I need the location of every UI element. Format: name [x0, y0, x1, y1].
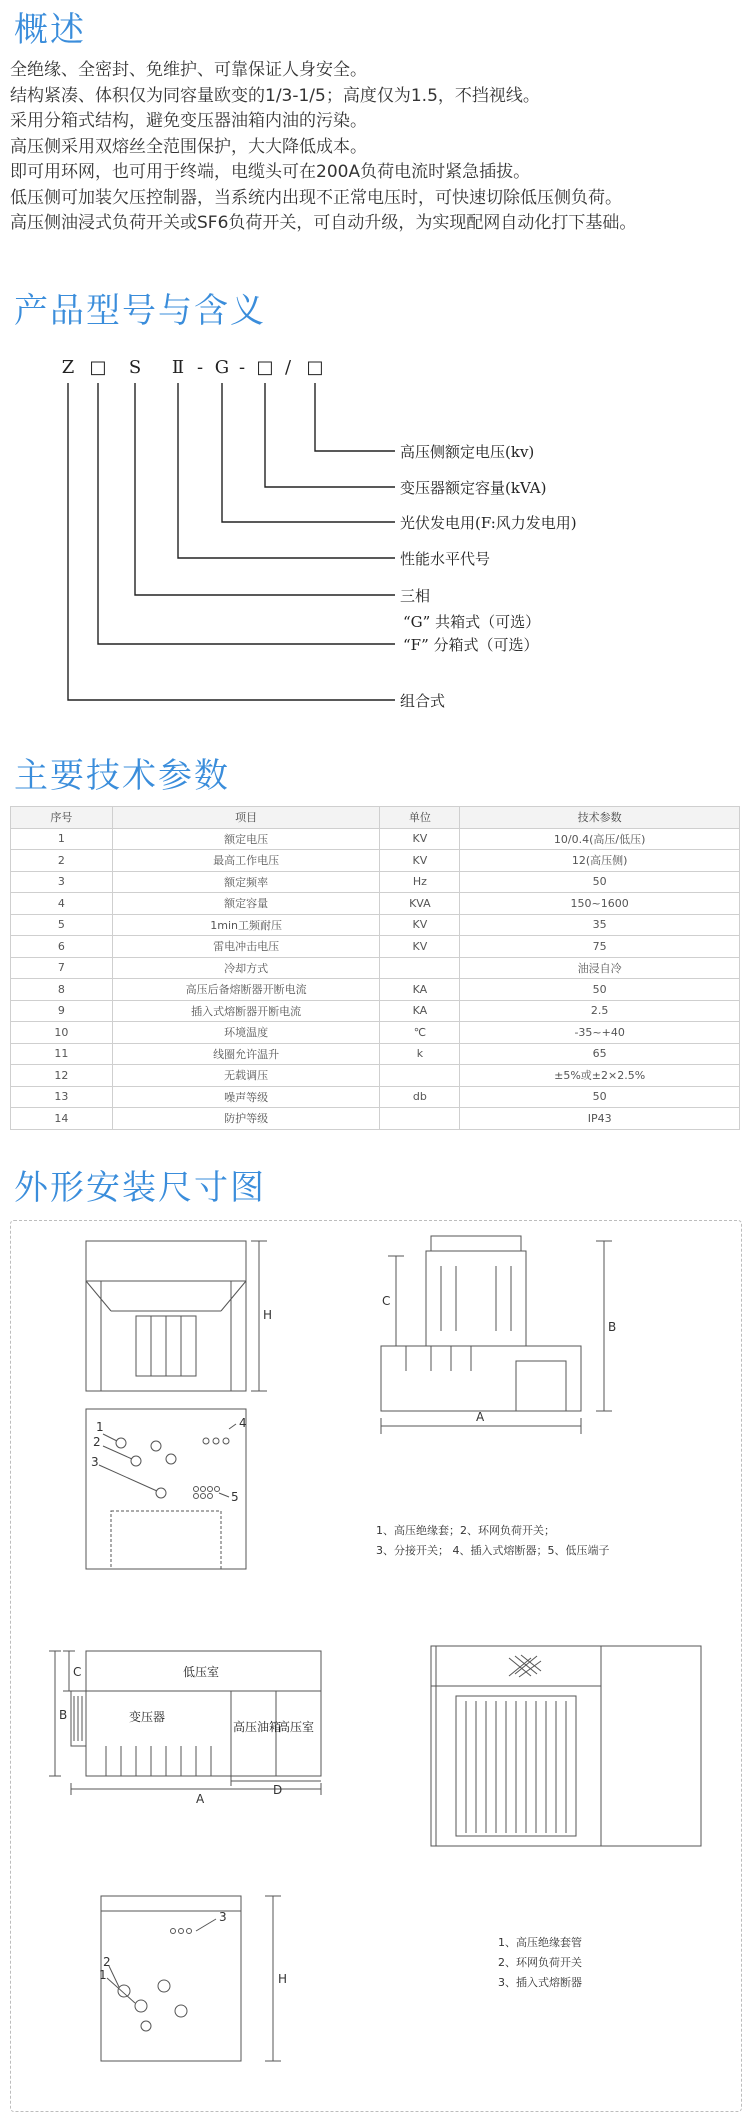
table-cell: 50: [460, 871, 740, 893]
table-cell: 7: [11, 957, 113, 979]
meaning-three-phase: 三相: [400, 587, 431, 605]
table-row: [11, 914, 740, 936]
overview-title: 概述: [14, 10, 86, 50]
code-char: -: [196, 357, 204, 378]
table-cell: 高压后备熔断器开断电流: [112, 979, 380, 1001]
table-cell: ±5%或±2×2.5%: [460, 1065, 740, 1087]
table-cell: 35: [460, 914, 740, 936]
table-row: [11, 979, 740, 1001]
hv-room-label: 高压室: [278, 1720, 315, 1734]
meaning-pv-use: 光伏发电用(F:风力发电用): [400, 514, 577, 532]
overview-line: 即可用环网，也可用于终端，电缆头可在200A负荷电流时紧急插拔。: [10, 162, 531, 182]
table-cell: 10/0.4(高压/低压): [460, 828, 740, 850]
header-cell: 项目: [112, 807, 380, 829]
code-char: Z: [61, 357, 75, 378]
dimensions-title: 外形安装尺寸图: [14, 1168, 266, 1208]
callout-1: 1: [99, 1968, 107, 1982]
table-cell: KV: [380, 914, 460, 936]
callout-1: 1: [96, 1420, 104, 1434]
table-cell: 50: [460, 979, 740, 1001]
bottom-plan-drawing: [101, 1896, 281, 2061]
overview-line: 采用分箱式结构，避免变压器油箱内油的污染。: [10, 111, 367, 131]
code-char: □: [256, 357, 274, 378]
table-cell: 50: [460, 1086, 740, 1108]
table-cell: 环境温度: [112, 1022, 380, 1044]
table-row: [11, 1108, 740, 1130]
overview-line: 高压侧采用双熔丝全范围保护，大大降低成本。: [10, 136, 367, 157]
table-cell: KA: [380, 979, 460, 1001]
low-voltage-room-label: 低压室: [183, 1665, 220, 1679]
meaning-rated-voltage: 高压侧额定电压(kv): [400, 443, 535, 461]
overview-line: 全绝缘、全密封、免维护、可靠保证人身安全。: [10, 60, 367, 80]
table-row: [11, 1000, 740, 1022]
table-cell: 14: [11, 1108, 113, 1130]
meaning-separate-box: “F” 分箱式（可选）: [403, 636, 539, 654]
table-row: [11, 957, 740, 979]
table-cell: 13: [11, 1086, 113, 1108]
meaning-rated-capacity: 变压器额定容量(kVA): [400, 479, 547, 497]
table-cell: 油浸自冷: [460, 957, 740, 979]
top-view-drawing: [86, 1409, 246, 1569]
code-char: /: [284, 357, 292, 378]
table-cell: IP43: [460, 1108, 740, 1130]
specs-title: 主要技术参数: [14, 756, 230, 796]
table-cell: 额定频率: [112, 871, 380, 893]
dimension-drawings-panel: [10, 1220, 742, 2112]
table-header-row: [11, 807, 740, 829]
table-cell: [380, 1108, 460, 1130]
table-cell: 12: [11, 1065, 113, 1087]
callout-2: 2: [103, 1955, 111, 1969]
meaning-combined: 组合式: [400, 692, 446, 710]
table-row: [11, 893, 740, 915]
model-title: 产品型号与含义: [14, 291, 266, 331]
table-row: [11, 871, 740, 893]
dim-label-a: A: [476, 1410, 485, 1424]
legend-line: 3、插入式熔断器: [498, 1976, 582, 1989]
code-char: G: [214, 357, 230, 378]
table-cell: 12(高压侧): [460, 850, 740, 872]
overview-line: 结构紧凑、体积仅为同容量欧变的1/3-1/5；高度仅为1.5，不挡视线。: [10, 85, 540, 106]
table-cell: 65: [460, 1043, 740, 1065]
table-cell: 雷电冲击电压: [112, 936, 380, 958]
table-cell: 插入式熔断器开断电流: [112, 1000, 380, 1022]
table-cell: 75: [460, 936, 740, 958]
legend-bottom: [498, 1933, 582, 1993]
table-cell: 10: [11, 1022, 113, 1044]
table-row: [11, 1043, 740, 1065]
transformer-label: 变压器: [129, 1710, 166, 1724]
callout-3: 3: [91, 1455, 99, 1469]
code-connector-lines: [68, 383, 395, 700]
meaning-common-box: “G” 共箱式（可选）: [403, 613, 541, 631]
table-cell: 150~1600: [460, 893, 740, 915]
dim-label-a: A: [196, 1792, 205, 1806]
spec-table: [10, 806, 740, 1130]
code-char: □: [89, 357, 107, 378]
overview-text: [10, 58, 745, 237]
table-cell: KVA: [380, 893, 460, 915]
meaning-performance-code: 性能水平代号: [400, 550, 491, 568]
legend-line: 3、分接开关； 4、插入式熔断器；5、低压端子: [376, 1544, 610, 1557]
header-cell: 技术参数: [460, 807, 740, 829]
table-cell: 线圈允许温升: [112, 1043, 380, 1065]
dim-label-d: D: [273, 1783, 283, 1797]
legend-line: 1、高压绝缘套管: [498, 1936, 582, 1949]
dim-label-h: H: [263, 1308, 273, 1322]
table-cell: 8: [11, 979, 113, 1001]
header-cell: 序号: [11, 807, 113, 829]
table-row: [11, 850, 740, 872]
table-cell: 9: [11, 1000, 113, 1022]
table-row: [11, 1022, 740, 1044]
table-cell: KV: [380, 850, 460, 872]
dim-label-c: C: [73, 1665, 82, 1679]
callout-5: 5: [231, 1490, 239, 1504]
table-cell: 冷却方式: [112, 957, 380, 979]
table-row: [11, 1065, 740, 1087]
table-cell: 5: [11, 914, 113, 936]
side-view-drawing: [381, 1236, 612, 1434]
table-row: [11, 828, 740, 850]
table-row: [11, 936, 740, 958]
table-cell: 2: [11, 850, 113, 872]
table-cell: KA: [380, 1000, 460, 1022]
model-code-diagram: [60, 355, 620, 730]
table-cell: 防护等级: [112, 1108, 380, 1130]
overview-line: 高压侧油浸式负荷开关或SF6负荷开关，可自动升级，为实现配网自动化打下基础。: [10, 213, 637, 233]
dim-label-b: B: [59, 1708, 68, 1722]
front-elevation-drawing: [431, 1646, 701, 1846]
table-cell: -35~+40: [460, 1022, 740, 1044]
table-cell: db: [380, 1086, 460, 1108]
legend-top: [376, 1521, 610, 1561]
table-cell: 3: [11, 871, 113, 893]
table-cell: 最高工作电压: [112, 850, 380, 872]
table-cell: Hz: [380, 871, 460, 893]
table-cell: 噪声等级: [112, 1086, 380, 1108]
table-cell: 11: [11, 1043, 113, 1065]
table-cell: KV: [380, 828, 460, 850]
table-cell: 额定电压: [112, 828, 380, 850]
table-cell: ℃: [380, 1022, 460, 1044]
header-cell: 单位: [380, 807, 460, 829]
callout-3: 3: [219, 1910, 227, 1924]
table-row: [11, 1086, 740, 1108]
table-cell: 1: [11, 828, 113, 850]
table-cell: [380, 1065, 460, 1087]
table-cell: 4: [11, 893, 113, 915]
legend-line: 2、环网负荷开关: [498, 1956, 582, 1969]
table-cell: [380, 957, 460, 979]
overview-line: 低压侧可加装欠压控制器，当系统内出现不正常电压时，可快速切除低压侧负荷。: [10, 187, 622, 208]
hv-oil-tank-label: 高压油箱: [233, 1720, 282, 1734]
callout-4: 4: [239, 1416, 247, 1430]
table-cell: k: [380, 1043, 460, 1065]
table-cell: 额定容量: [112, 893, 380, 915]
front-view-drawing: [86, 1241, 267, 1391]
code-char: -: [238, 357, 246, 378]
code-char: Ⅱ: [171, 357, 185, 378]
dim-label-c: C: [382, 1294, 391, 1308]
table-cell: KV: [380, 936, 460, 958]
dim-label-b: B: [608, 1320, 617, 1334]
dimension-drawings: [11, 1221, 741, 2111]
legend-line: 1、高压绝缘套；2、环网负荷开关；: [376, 1524, 555, 1537]
table-cell: 无载调压: [112, 1065, 380, 1087]
spec-table-body: [11, 828, 740, 1129]
dim-label-h: H: [278, 1972, 288, 1986]
code-char: □: [306, 357, 324, 378]
callout-2: 2: [93, 1435, 101, 1449]
table-cell: 6: [11, 936, 113, 958]
code-char: S: [128, 357, 142, 378]
table-cell: 2.5: [460, 1000, 740, 1022]
table-cell: 1min工频耐压: [112, 914, 380, 936]
